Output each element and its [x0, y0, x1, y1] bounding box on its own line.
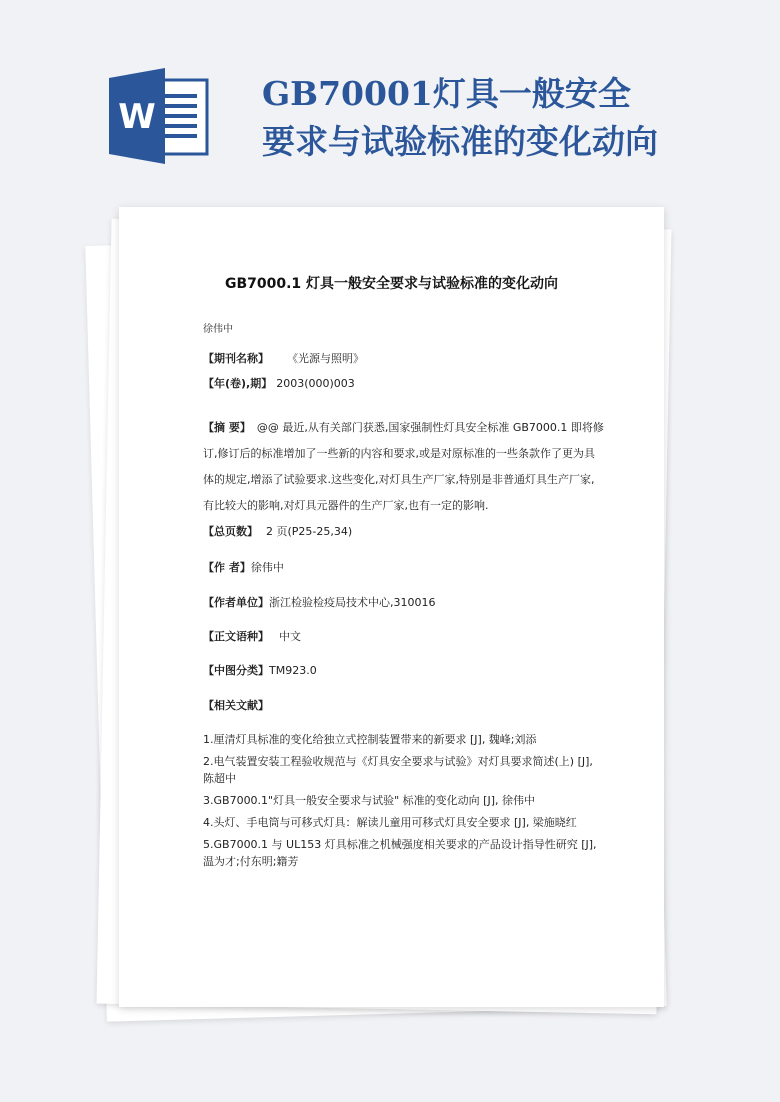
reference-item: 2.电气装置安装工程验收规范与《灯具安全要求与试验》对灯具要求简述(上) [J], 陈超中: [203, 755, 593, 785]
language-label: 【正文语种】: [203, 630, 269, 643]
journal-value: 《光源与照明》: [287, 352, 364, 365]
author-value: 徐伟中: [250, 561, 284, 574]
abstract-line-4: 有比较大的影响,对灯具元器件的生产厂家,也有一定的影响.: [203, 499, 489, 512]
unit-value: 浙江检验检疫局技术中心,310016: [269, 596, 436, 609]
issue-label: 【年(卷),期】: [203, 377, 273, 390]
abstract-block: [203, 415, 603, 519]
reference-item: 3.GB7000.1"灯具一般安全要求与试验" 标准的变化动向 [J], 徐伟中: [203, 794, 535, 807]
abstract-line-2: 订,修订后的标准增加了一些新的内容和要求,或是对原标准的一些条款作了更为具: [203, 447, 595, 460]
page-title-line-2: 要求与试验标准的变化动向: [262, 122, 658, 161]
pages-row: [203, 523, 352, 539]
page-title-line-1: GB70001灯具一般安全: [262, 74, 631, 113]
language-row: [203, 628, 301, 644]
classification-value: TM923.0: [269, 664, 317, 677]
unit-row: [203, 594, 436, 610]
reference-item: 1.厘清灯具标准的变化给独立式控制装置带来的新要求 [J], 魏峰;刘添: [203, 733, 537, 746]
reference-item: 4.头灯、手电筒与可移式灯具：解读儿童用可移式灯具安全要求 [J], 梁施晓红: [203, 816, 577, 829]
issue-value: 2003(000)003: [276, 377, 355, 390]
pages-label: 【总页数】: [203, 525, 258, 538]
abstract-line-1: @@ 最近,从有关部门获悉,国家强制性灯具安全标准 GB7000.1 即将修: [256, 421, 604, 434]
document-page: [119, 207, 664, 1007]
document-title: GB7000.1 灯具一般安全要求与试验标准的变化动向: [224, 276, 559, 292]
references-heading: [203, 697, 269, 713]
classification-label: 【中图分类】: [203, 664, 269, 677]
journal-label: 【期刊名称】: [203, 352, 269, 365]
pages-value: 2 页(P25-25,34): [266, 525, 353, 538]
page-title: [262, 70, 732, 166]
references-label: 【相关文献】: [203, 699, 269, 712]
classification-row: [203, 662, 317, 678]
author-byline: 徐伟中: [203, 324, 233, 335]
unit-label: 【作者单位】: [203, 596, 269, 609]
journal-row: [203, 350, 364, 366]
reference-item: 5.GB7000.1 与 UL153 灯具标准之机械强度相关要求的产品设计指导性研究 [J], 温为才;付东明;籍芳: [203, 838, 597, 868]
author-label: 【作 者】: [203, 561, 251, 574]
reference-list: [203, 731, 603, 875]
abstract-label: 【摘 要】: [203, 421, 251, 434]
abstract-line-3: 体的规定,增添了试验要求.这些变化,对灯具生产厂家,特别是非普通灯具生产厂家,: [203, 473, 595, 486]
issue-row: [203, 375, 355, 391]
author-row: [203, 559, 284, 575]
svg-text:W: W: [118, 97, 156, 137]
word-document-icon: [109, 68, 209, 164]
language-value: 中文: [279, 630, 301, 643]
